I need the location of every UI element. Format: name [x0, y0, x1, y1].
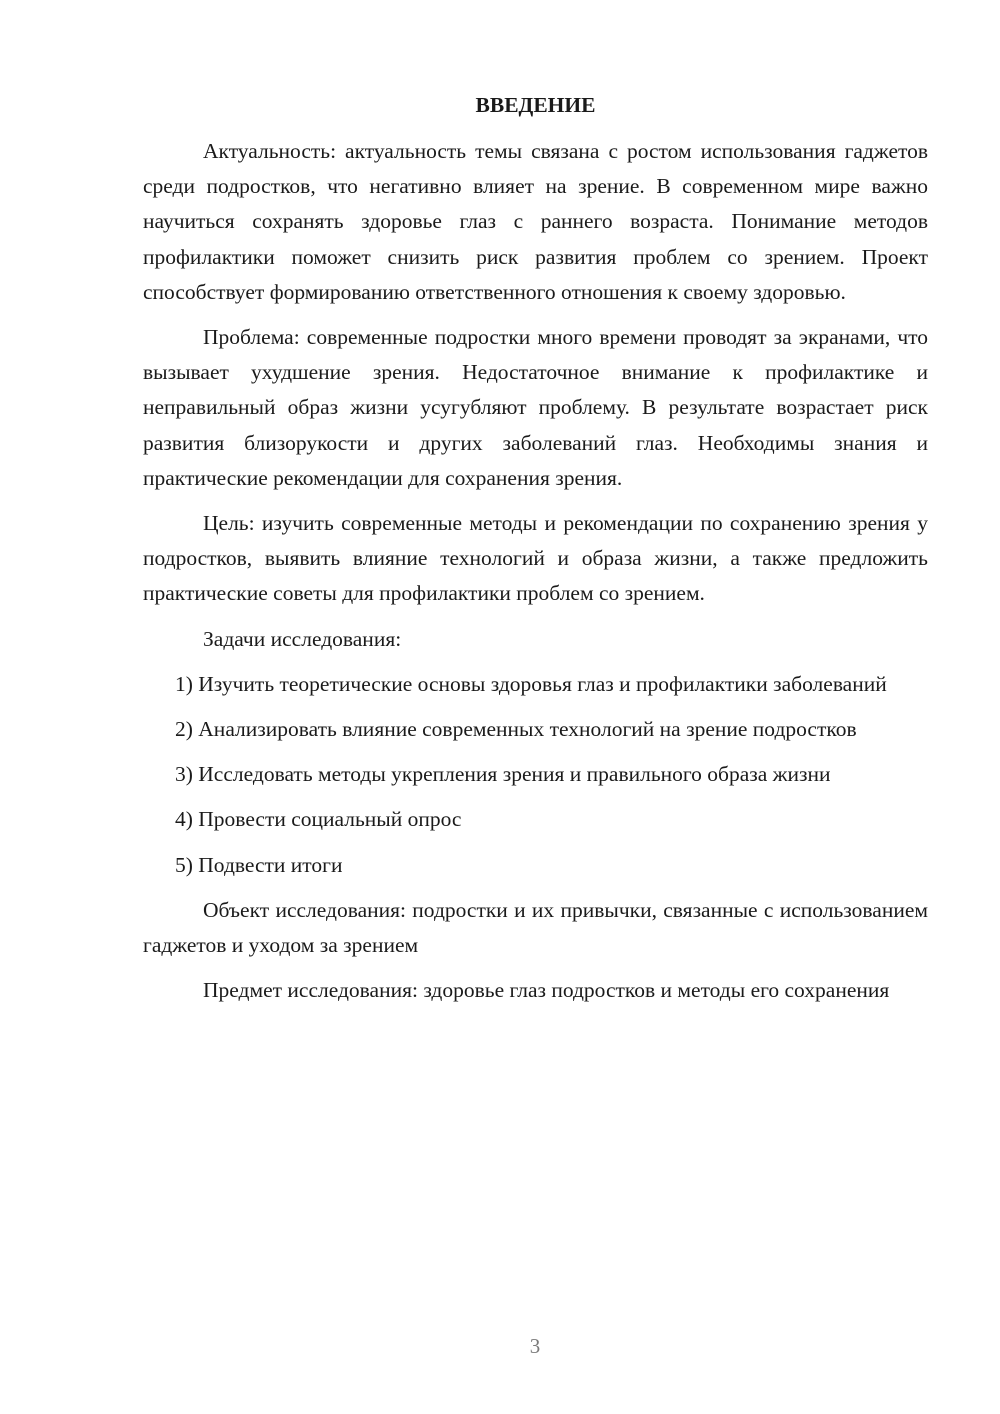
section-heading: ВВЕДЕНИЕ — [475, 93, 596, 117]
subject-paragraph: Предмет исследования: здоровье глаз подростков и методы его сохранения — [203, 978, 890, 1003]
task-item-4: 4) Провести социальный опрос — [175, 807, 462, 832]
task-item-1: 1) Изучить теоретические основы здоровья глаз и профилактики заболеваний — [175, 671, 887, 696]
task-item-2: 2) Анализировать влияние современных технологий на зрение подростков — [175, 717, 857, 742]
task-item-3: 3) Исследовать методы укрепления зрения и правильного образа жизни — [175, 762, 831, 787]
goal-paragraph: Цель: изучить современные методы и рекомендации по сохранению зрения у подростков, выявить влияние технологий и образа жизни, а также предложить практические советы для профилактики проблем со зрением. — [143, 511, 928, 606]
problem-paragraph: Проблема: современные подростки много времени проводят за экранами, что вызывает ухудшение зрения. Недостаточное внимание к профилактике и неправильный образ жизни усугубляют проблему. В результате возрастает риск развития близорукости и других заболеваний глаз. Необходимы знания и практические рекомендации для сохранения зрения. — [143, 325, 928, 490]
document-page — [143, 88, 928, 1018]
relevance-paragraph: Актуальность: актуальность темы связана с ростом использования гаджетов среди подростков, что негативно влияет на зрение. В современном мире важно научиться сохранять здоровье глаз с раннего возраста. Понимание методов профилактики поможет снизить риск развития проблем со зрением. Проект способствует формированию ответственного отношения к своему здоровью. — [143, 139, 928, 304]
object-paragraph: Объект исследования: подростки и их привычки, связанные с использованием гаджетов и уходом за зрением — [143, 897, 928, 958]
page-number: 3 — [529, 1334, 541, 1358]
tasks-list — [143, 667, 928, 883]
tasks-title: Задачи исследования: — [203, 626, 402, 651]
task-item-5: 5) Подвести итоги — [175, 852, 343, 877]
